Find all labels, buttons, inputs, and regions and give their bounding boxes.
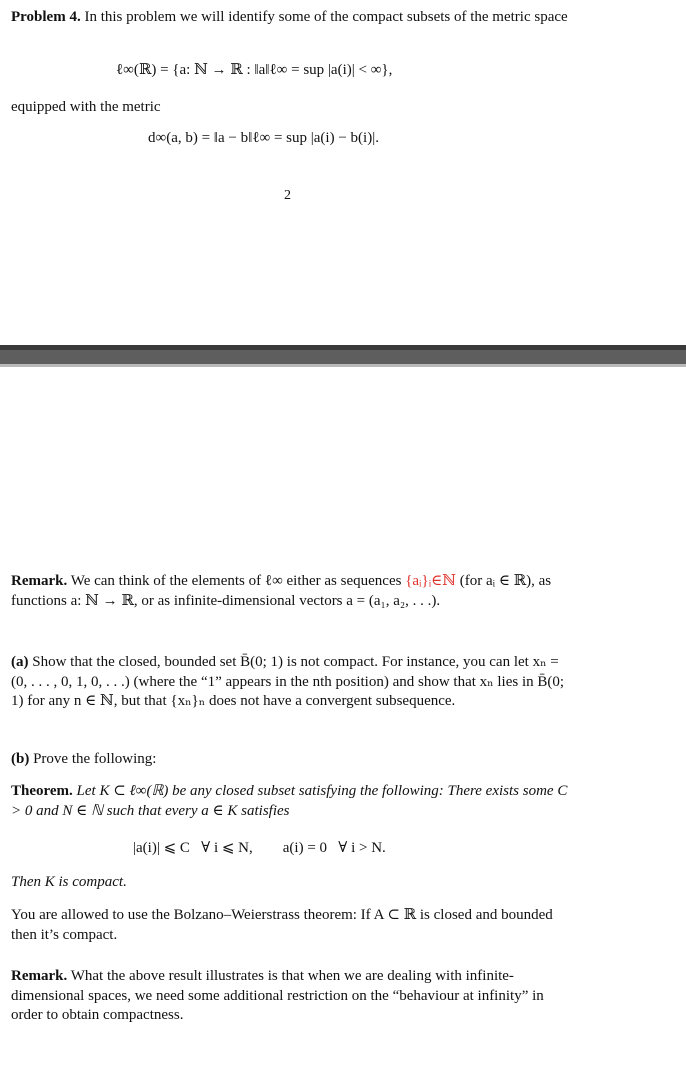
sequence-notation: {aᵢ}ᵢ∈ℕ [405,573,456,589]
theorem [11,782,571,821]
part-a-text: Show that the closed, bounded set B̄(0; 1) is not compact. For instance, you can let xₙ = (0, . . . , 0, 1, 0, . . .) (where the “1” appears in the nth position) and show that xₙ lies in B̄(0; 1) for any n ∈ ℕ, but that {xₙ}ₙ does not have a convergent subsequence. [11,654,565,709]
theorem-heading: Theorem. [11,783,73,799]
part-b-label: (b) [11,751,30,767]
theorem-text: Let K ⊂ ℓ∞(ℝ) be any closed subset satisfying the following: There exists some C > 0 and N ∈ ℕ such that every a ∈ K satisfies [11,783,568,819]
metric-definition: d∞(a, b) = ‖a − b‖ℓ∞ = sup |a(i) − b(i)|. [148,130,379,146]
theorem-conclusion-text: Then K is compact. [11,874,127,890]
page-separator-light [0,364,686,367]
remark-1 [11,572,571,611]
remark-1-text-a: We can think of the elements of ℓ∞ either as sequences [70,573,402,589]
remark-2-heading: Remark. [11,968,68,984]
page-separator-mid [0,350,686,364]
space-definition: ℓ∞(ℝ) = {a: ℕ → ℝ : ‖a‖ℓ∞ = sup |a(i)| < ∞}, [116,62,393,78]
part-a-label: (a) [11,654,29,670]
part-b [11,750,571,770]
problem-intro-text: In this problem we will identify some of the compact subsets of the metric space [84,9,568,25]
page-number: 2 [284,188,291,203]
remark-1-heading: Remark. [11,573,68,589]
problem-intro [11,8,576,28]
remark-2-text: What the above result illustrates is that when we are dealing with infinite-dimensional spaces, we need some additional restriction on the “behaviour at infinity” in order to obtain compactness. [11,968,544,1023]
remark-2 [11,967,571,1026]
problem-heading: Problem 4. [11,9,81,25]
theorem-condition: |a(i)| ⩽ C ∀ i ⩽ N, a(i) = 0 ∀ i > N. [133,840,386,856]
part-a [11,653,571,712]
bolzano-weierstrass-note: You are allowed to use the Bolzano–Weierstrass theorem: If A ⊂ ℝ is closed and bounded then it’s compact. [11,907,553,943]
theorem-conclusion [11,873,571,893]
equipped-text: equipped with the metric [11,99,161,115]
remark-1-text-b: (for aᵢ ∈ ℝ), as functions a: ℕ → ℝ, or as infinite-dimensional vectors a = (a₁, a₂, . . .). [11,573,552,609]
part-b-text: Prove the following: [33,751,157,767]
